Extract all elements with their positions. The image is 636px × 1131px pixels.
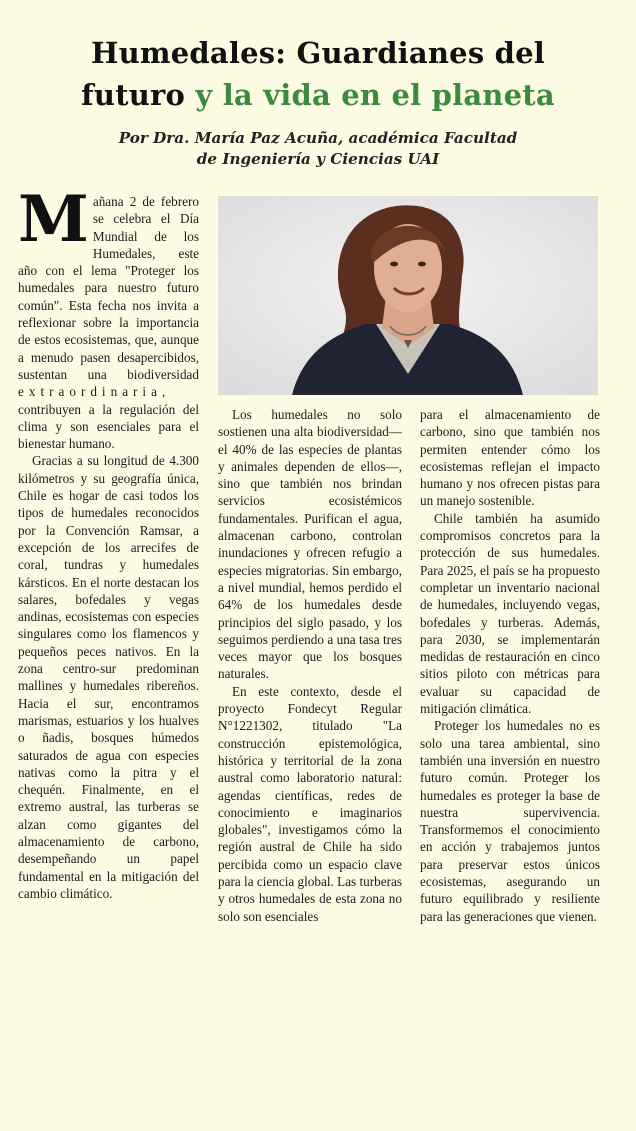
author-photo (218, 196, 598, 395)
byline-line-1: Por Dra. María Paz Acuña, académica Facultad (118, 129, 518, 147)
paragraph-fondecyt: En este contexto, desde el proyecto Fondecyt Regular N°1221302, titulado "La construcción epistemológica, histórica y territorial de la zona austral como laboratorio natural: agendas científicas, redes de conocimiento e imaginarios globales", investigamos cómo la región austral de Chile ha sido percibida como un espacio clave para la ciencia global. Las turberas y otros humedales de esta zona no solo son esenciales (218, 683, 402, 924)
author-byline (0, 128, 636, 170)
title-phrase-green: y la vida en el planeta (195, 78, 555, 112)
title-word-black: futuro (81, 78, 186, 112)
article-column-2 (218, 406, 402, 925)
article-column-3 (420, 406, 600, 925)
paragraph-chile-geography: Gracias a su longitud de 4.300 kilómetros y su geografía única, Chile es hogar de casi todos los tipos de humedales reconocidos por la Convención Ramsar, a excepción de los arrecifes de coral, tundras y humedales kársticos. En el norte destacan los salares, bofedales y vegas andinas, ecosistemas con especies singulares como los flamencos y pequeños peces nativos. En la zona centro-sur predominan mallines y humedales ribereños. Hacia el sur, encontramos marismas, estuarios y los hualves o ñadis, bosques húmedos saturados de agua con especies nativas como la pitra y el chequén. Finalmente, en el extremo austral, las turberas se alzan como gigantes del almacenamiento de carbono, desempeñando un papel fundamental en la mitigación del cambio climático. (18, 453, 199, 901)
paragraph-intro (18, 182, 199, 452)
title-line-2 (0, 74, 636, 116)
paragraph-biodiversity: Los humedales no solo sostienen una alta biodiversidad—el 40% de las especies de plantas y animales dependen de ellos—, sino que también nos brindan servicios ecosistémicos fundamentales. Purifican el agua, almacenan carbono, controlan inundaciones y ofrecen refugio a especies migratorias. Sin embargo, a nivel mundial, hemos perdido el 64% de los humedales desde principios del siglo pasado, y los seguimos perdiendo a una tasa tres veces mayor que los bosques naturales. (218, 407, 402, 682)
article-title (0, 32, 636, 116)
intro-spaced-word: extraordinaria, (18, 384, 171, 400)
paragraph-carbon: para el almacenamiento de carbono, sino que también nos permiten entender cómo los ecosistemas reflejan el impacto humano y nos ofrecen pistas para un manejo sostenible. (420, 407, 600, 509)
drop-cap: M (18, 182, 89, 257)
intro-text-end: contribuyen a la regulación del clima y son esenciales para el bienestar humano. (18, 401, 199, 452)
title-line-1: Humedales: Guardianes del (91, 36, 545, 70)
paragraph-conclusion: Proteger los humedales no es solo una tarea ambiental, sino también una inversión en nuestro futuro común. Proteger los humedales es proteger la base de nuestra supervivencia. Transformemos el conocimiento en acción y trabajemos juntos para preservar estos únicos ecosistemas, asegurando un futuro equilibrado y resiliente para las generaciones que vienen. (420, 718, 600, 924)
intro-text: añana 2 de febrero se celebra el Día Mundial de los Humedales, este año con el lema "Proteger los humedales para nuestro futuro común". Esta fecha nos invita a reflexionar sobre la importancia de estos ecosistemas, que, aunque a menudo pasen desapercibidos, sustentan una biodiversidad (18, 194, 199, 382)
article-column-1 (18, 182, 199, 902)
paragraph-commitments: Chile también ha asumido compromisos concretos para la protección de sus humedales. Para 2025, el país se ha propuesto completar un inventario nacional de humedales, incluyendo vegas, bofedales y turberas. Además, para 2030, se implementarán medidas de restauración en cinco sitios piloto con métricas para evaluar su capacidad de mitigación climática. (420, 510, 600, 717)
byline-line-2: de Ingeniería y Ciencias UAI (196, 150, 440, 168)
author-portrait-illustration (218, 196, 598, 395)
